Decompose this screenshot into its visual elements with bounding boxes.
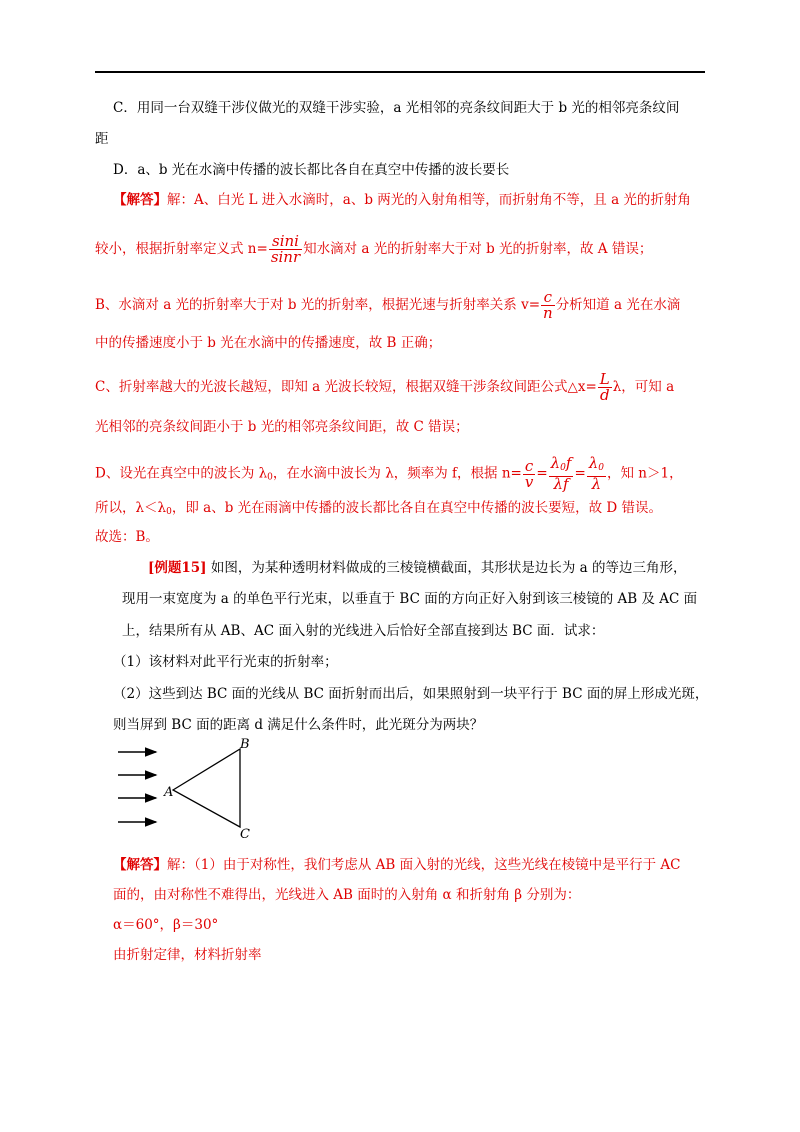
formula-l0f-over-lf: $\frac{\lambda_0f}{\lambda f}$ xyxy=(550,454,572,493)
answer1-c-line2: 光相邻的亮条纹间距小于 b 光的相邻亮条纹间距，故 C 错误； xyxy=(95,419,469,435)
vertex-c-label: C xyxy=(240,827,250,840)
example15-line2: 现用一束宽度为 a 的单色平行光束，以垂直于 BC 面的方向正好入射到该三棱镜的 AB 及 AC 面 xyxy=(122,591,698,607)
example15-line1: [例题15] 如图，为某种透明材料做成的三棱镜横截面，其形状是边长为 a 的等边三角形， xyxy=(148,560,687,576)
formula-sini-sinr: $\frac{\sin i}{\sin r}$ xyxy=(270,232,301,266)
example15-q2-line2: 则当屏到 BC 面的距离 d 满足什么条件时，此光斑分为两块？ xyxy=(113,717,484,733)
answer2-line1: 【解答】解：（1）由于对称性，我们考虑从 AB 面入射的光线，这些光线在棱镜中是平行于 AC xyxy=(113,857,681,873)
option-c-line2: 距 xyxy=(95,131,109,147)
formula-c-over-v: $\frac{c}{v}$ xyxy=(524,456,534,491)
answer1-d-line1: D、设光在真空中的波长为 $\lambda_0$，在水滴中波长为 λ，频率为 f，根据 n= $\frac{c}{v}$ = $\frac{\lambda_0f}{\lambda f}$ = $\frac{\lambda_0}{\lambda}$ ，知 n＞1， xyxy=(95,454,683,493)
answer1-line1: 【解答】解：A、白光 L 进入水滴时，a、b 两光的入射角相等，而折射角不等，且 a 光的折射角 xyxy=(113,192,691,208)
answer2-line2: 面的，由对称性不难得出，光线进入 AB 面时的入射角 α 和折射角 β 分别为： xyxy=(113,887,581,903)
vertex-a-label: A xyxy=(164,785,174,800)
light-beam-arrows xyxy=(118,752,156,822)
answer1-line2: 较小，根据折射率定义式 n= $\frac{\sin i}{\sin r}$ 知水滴对 a 光的折射率大于对 b 光的折射率，故 A 错误； xyxy=(95,232,653,266)
option-c-line1: C．用同一台双缝干涉仪做光的双缝干涉实验，a 光相邻的亮条纹间距大于 b 光的相邻亮条纹间 xyxy=(113,100,680,116)
answer1-b-line1: B、水滴对 a 光的折射率大于对 b 光的折射率，根据光速与折射率关系 v= $\frac{c}{n}$ 分析知道 a 光在水滴 xyxy=(95,288,681,322)
vertex-b-label: B xyxy=(240,737,250,752)
option-d: D．a、b 光在水滴中传播的波长都比各自在真空中传播的波长要长 xyxy=(113,162,510,178)
answer1-choice: 故选：B。 xyxy=(95,529,159,545)
answer1-b-line2: 中的传播速度小于 b 光在水滴中的传播速度，故 B 正确； xyxy=(95,335,442,351)
answer-label: 【解答】 xyxy=(113,192,167,208)
example15-q1: （1）该材料对此平行光束的折射率； xyxy=(113,654,338,670)
answer1-d-line2: 所以，$\lambda<\lambda_0$，即 a、b 光在雨滴中传播的波长都比各自在真空中传播的波长要短，故 D 错误。 xyxy=(95,500,663,517)
answer-label: 【解答】 xyxy=(113,857,167,873)
prism-triangle xyxy=(173,749,240,827)
example15-line3: 上，结果所有从 AB、AC 面入射的光线进入后恰好全部直接到达 BC 面．试求： xyxy=(122,623,605,639)
formula-l0-over-l: $\frac{\lambda_0}{\lambda}$ xyxy=(588,454,605,493)
answer1-c-line1: C、折射率越大的光波长越短，即知 a 光波长较短，根据双缝干涉条纹间距公式△x= $\frac{L}{d}$ λ，可知 a xyxy=(95,370,675,404)
formula-c-over-n: $\frac{c}{n}$ xyxy=(543,288,553,322)
formula-l-over-d: $\frac{L}{d}$ xyxy=(599,370,610,404)
example-label: [例题15] xyxy=(148,560,207,576)
example15-q2-line1: （2）这些到达 BC 面的光线从 BC 面折射而出后，如果照射到一块平行于 BC 面的屏上形成光斑， xyxy=(113,686,709,702)
header-rule xyxy=(95,71,705,73)
answer2-line4: 由折射定律，材料折射率 xyxy=(113,947,262,963)
prism-diagram xyxy=(112,735,272,840)
answer2-line3: α＝60°，β＝30° xyxy=(113,917,219,933)
